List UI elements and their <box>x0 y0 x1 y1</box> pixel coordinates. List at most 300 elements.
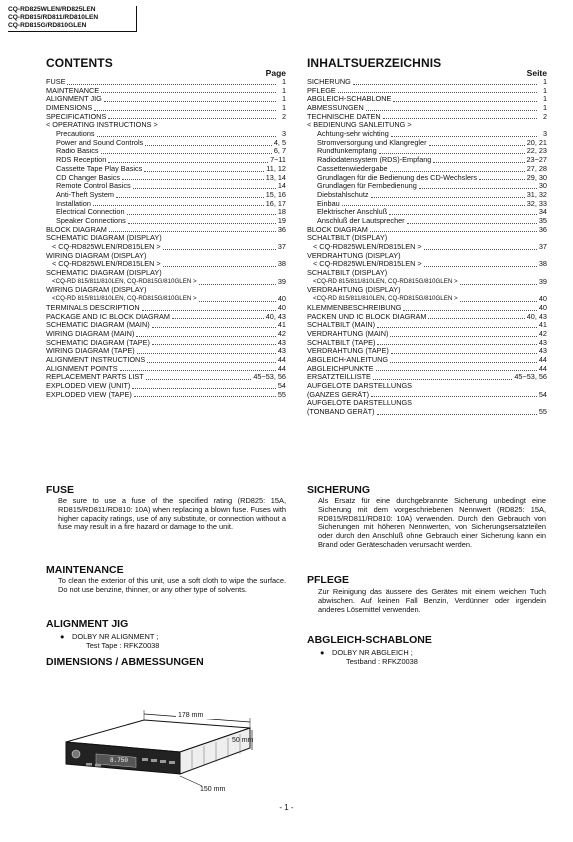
toc-page: 1 <box>281 78 286 86</box>
maintenance-text: To clean the exterior of this unit, use a soft cloth to wipe the surface. Do not use benzine, thinner, or any other type of solvents. <box>58 576 286 594</box>
d-dimension-label: 150 mm <box>200 786 226 793</box>
toc-label: VERDRAHTUNG (TAPE) <box>307 347 389 356</box>
model-line: CQ-RD815G/RD810GLEN <box>8 22 87 29</box>
toc-page: 1 <box>542 104 547 113</box>
toc-page: 34 <box>538 208 547 217</box>
toc-leader <box>164 235 276 241</box>
toc-leader <box>460 278 537 285</box>
toc-page: 44 <box>277 364 286 373</box>
toc-page: 1 <box>542 78 547 86</box>
toc-leader <box>407 217 537 224</box>
toc-page: 19 <box>277 217 286 225</box>
toc-leader <box>136 330 276 337</box>
toc-row <box>46 373 286 382</box>
w-dimension-label: 178 mm <box>178 712 204 719</box>
toc-page: 13, 14 <box>265 173 286 182</box>
toc-row <box>307 200 547 209</box>
toc-label: EXPLODED VIEW (UNIT) <box>46 382 131 391</box>
toc-page: 4, 5 <box>273 138 286 147</box>
toc-label: ALIGNMENT JIG <box>46 95 102 104</box>
toc-label: Speaker Connections <box>56 217 126 225</box>
toc-page: 40 <box>538 295 547 304</box>
toc-row <box>307 321 547 330</box>
toc-leader <box>94 104 276 111</box>
toc-row <box>46 252 286 261</box>
contents-title: CONTENTS <box>46 56 113 70</box>
toc-row <box>46 304 286 313</box>
toc-leader <box>104 95 276 102</box>
toc-leader <box>101 148 272 155</box>
model-line: CQ-RD815/RD811/RD810LEN <box>8 14 99 21</box>
toc-leader <box>389 235 537 241</box>
toc-row <box>307 87 547 96</box>
toc-leader <box>172 313 264 320</box>
alignment-jig-title: ALIGNMENT JIG <box>46 618 129 630</box>
toc-label: REPLACEMENT PARTS LIST <box>46 373 144 382</box>
toc-row <box>307 217 547 226</box>
h-dimension-label: 50 mm <box>232 737 254 744</box>
toc-row <box>307 191 547 200</box>
toc-page: 1 <box>281 86 286 95</box>
dimensions-title: DIMENSIONS / ABMESSUNGEN <box>46 656 204 668</box>
toc-leader <box>133 182 276 189</box>
toc-label: AUFGELÖTE DARSTELLUNGS <box>307 382 413 391</box>
toc-label: Stromversorgung und Klangregler <box>317 138 427 147</box>
toc-row <box>46 174 286 183</box>
toc-leader <box>391 347 537 354</box>
toc-row <box>46 347 286 356</box>
toc-label: Anti-Theft System <box>56 190 114 199</box>
toc-row <box>307 226 547 235</box>
toc-label: Precautions <box>56 130 95 139</box>
display-readout: 8.750 <box>110 757 129 764</box>
toc-leader <box>144 165 264 172</box>
toc-label: PACKEN UND IC BLOCK DIAGRAM <box>307 312 427 321</box>
toc-row <box>307 399 547 408</box>
toc-label: TERMINALS DESCRIPTION <box>46 303 140 312</box>
toc-label: AUFGELÖTE DARSTELLUNGS <box>307 399 413 408</box>
toc-leader <box>122 174 264 181</box>
toc-label: FUSE <box>46 78 66 86</box>
toc-row <box>46 217 286 226</box>
inhalt-title: INHALTSUERZEICHNIS <box>307 56 442 70</box>
toc-row <box>307 78 547 87</box>
toc-page: 1 <box>281 95 286 104</box>
toc-leader <box>160 122 276 128</box>
toc-page: 44 <box>538 356 547 364</box>
inhalt-page-label: Seite <box>526 68 547 78</box>
toc-label: ABGLEICHPUNKTE <box>307 364 374 373</box>
toc-label: Achtung-sehr wichting <box>317 130 389 139</box>
toc-label: Diebstahlschutz <box>317 190 369 199</box>
toc-label: EXPLODED VIEW (TAPE) <box>46 390 132 399</box>
toc-label: SCHEMATIC DIAGRAM (DISPLAY) <box>46 234 162 243</box>
toc-label: ALIGNMENT INSTRUCTIONS <box>46 356 146 364</box>
toc-label: < CQ-RD825WLEN/RD815LEN > <box>52 260 161 269</box>
toc-page: 42 <box>538 329 547 338</box>
toc-row <box>46 356 286 365</box>
toc-page: 1 <box>542 86 547 95</box>
toc-label: Installation <box>56 199 91 208</box>
toc-page: 27, 28 <box>526 164 547 173</box>
toc-label: SCHEMATIC DIAGRAM (TAPE) <box>46 338 150 347</box>
toc-row <box>46 208 286 217</box>
toc-page: 42 <box>277 329 286 338</box>
toc-label: SCHALTBILT (DISPLAY) <box>307 269 388 278</box>
toc-leader <box>433 156 524 163</box>
toc-row <box>307 139 547 148</box>
toc-page: 40 <box>277 303 286 312</box>
toc-row <box>307 278 547 287</box>
bullet-icon: ● <box>320 648 325 657</box>
toc-row <box>307 295 547 304</box>
toc-leader <box>403 287 537 293</box>
pflege-title: PFLEGE <box>307 574 350 586</box>
toc-leader <box>403 252 537 258</box>
toc-page: 1 <box>542 95 547 104</box>
toc-row <box>307 260 547 269</box>
abgleich-item <box>320 648 418 666</box>
toc-row <box>46 287 286 296</box>
toc-label: <CQ-RD 815/811/810LEN, CQ-RD815G/810GLEN > <box>52 295 197 303</box>
toc-row <box>307 391 547 400</box>
toc-row <box>46 78 286 87</box>
toc-leader <box>199 278 276 285</box>
toc-row <box>46 95 286 104</box>
toc-page: 11, 12 <box>266 164 286 173</box>
toc-leader <box>393 95 537 102</box>
toc-leader <box>376 365 537 372</box>
toc-page: 15, 16 <box>265 190 286 199</box>
toc-page: 32, 33 <box>526 199 547 208</box>
toc-label: KLEMMENBESCHREIBUNG <box>307 303 402 312</box>
toc-leader <box>370 226 537 233</box>
toc-page: 6, 7 <box>273 147 286 156</box>
toc-row <box>46 87 286 96</box>
toc-label: < OPERATING INSTRUCTIONS > <box>46 121 158 130</box>
toc-leader <box>137 347 276 354</box>
model-list <box>8 6 137 32</box>
toc-row <box>307 243 547 252</box>
toc-leader <box>414 122 537 128</box>
toc-page: 31, 32 <box>526 190 547 199</box>
toc-page: 29, 30 <box>526 173 547 182</box>
toc-page: 39 <box>277 277 286 286</box>
model-line: CQ-RD825WLEN/RD825LEN <box>8 6 96 13</box>
toc-row <box>46 278 286 287</box>
toc-row <box>307 182 547 191</box>
toc-row <box>307 148 547 157</box>
toc-leader <box>163 243 276 250</box>
toc-leader <box>97 130 276 137</box>
car-radio-drawing <box>52 690 272 795</box>
toc-label: SPECIFICATIONS <box>46 112 107 121</box>
toc-leader <box>127 208 276 215</box>
toc-leader <box>414 383 537 389</box>
toc-label: TECHNISCHE DATEN <box>307 112 381 121</box>
toc-leader <box>109 226 276 233</box>
alignment-jig-item-text: DOLBY NR ALIGNMENT ; <box>72 632 159 641</box>
toc-page: 43 <box>538 338 547 347</box>
toc-leader <box>414 400 537 406</box>
toc-label: (TONBAND GERÄT) <box>307 408 375 417</box>
toc-page: 45~53, 56 <box>253 373 286 382</box>
toc-leader <box>371 191 525 198</box>
abgleich-item-text: DOLBY NR ABGLEICH ; <box>332 648 413 657</box>
toc-leader <box>116 191 264 198</box>
abgleich-title: ABGLEICH-SCHABLONE <box>307 634 432 646</box>
abgleich-sub: Testband : RFKZ0038 <box>346 657 418 666</box>
toc-label: < CQ-RD825WLEN/RD815LEN > <box>52 243 161 252</box>
toc-leader <box>366 104 537 111</box>
toc-leader <box>163 260 276 267</box>
toc-label: Elektrischer Anschluß <box>317 208 388 217</box>
toc-label: Einbau <box>317 199 340 208</box>
toc-row <box>46 269 286 278</box>
toc-page: 3 <box>281 130 286 139</box>
toc-leader <box>377 339 536 346</box>
toc-row <box>307 104 547 113</box>
toc-leader <box>134 391 276 398</box>
toc-page: 14 <box>277 182 286 191</box>
toc-row <box>307 408 547 417</box>
toc-row <box>46 234 286 243</box>
toc-row <box>307 382 547 391</box>
toc-leader <box>148 287 276 293</box>
toc-leader <box>424 260 537 267</box>
toc-row <box>46 313 286 322</box>
pflege-text: Zur Reinigung das äussere des Gerätes mit einem weichen Tuch abwischen. Auf keinen Fall Benzin, Verdünner oder irgendein anderes Lösemittel verwenden. <box>318 587 546 614</box>
toc-label: SCHEMATIC DIAGRAM (DISPLAY) <box>46 269 162 278</box>
toc-leader <box>377 408 537 415</box>
toc-page: 44 <box>538 364 547 373</box>
toc-label: <CQ-RD 815/811/810LEN, CQ-RD815G/810GLEN > <box>313 295 458 303</box>
toc-row <box>46 321 286 330</box>
toc-page: 55 <box>538 408 547 417</box>
toc-leader <box>390 356 537 363</box>
toc-row <box>307 347 547 356</box>
toc-row <box>46 182 286 191</box>
toc-leader <box>373 373 512 380</box>
toc-page: 39 <box>538 277 547 286</box>
toc-leader <box>199 295 276 302</box>
toc-page: 20, 21 <box>526 138 547 147</box>
toc-label: WIRING DIAGRAM (MAIN) <box>46 329 135 338</box>
toc-leader <box>152 339 276 346</box>
toc-page: 38 <box>277 260 286 269</box>
toc-page: 54 <box>538 390 547 399</box>
toc-row <box>46 113 286 122</box>
toc-page: 36 <box>538 225 547 234</box>
toc-label: VERDRAHTUNG (MAIN) <box>307 329 389 338</box>
toc-row <box>307 130 547 139</box>
toc-label: <CQ-RD 815/811/810LEN, CQ-RD815G/810GLEN > <box>52 277 197 285</box>
toc-label: SCHALTBILT (MAIN) <box>307 321 376 330</box>
toc-row <box>46 226 286 235</box>
toc-label: Remote Control Basics <box>56 182 131 191</box>
toc-row <box>307 174 547 183</box>
toc-page: 37 <box>277 243 286 252</box>
toc-row <box>46 330 286 339</box>
fuse-title: FUSE <box>46 484 75 496</box>
toc-row <box>307 252 547 261</box>
toc-label: PFLEGE <box>307 86 336 95</box>
toc-leader <box>93 200 264 207</box>
toc-leader <box>353 78 537 85</box>
toc-row <box>46 295 286 304</box>
toc-label: ALIGNMENT POINTS <box>46 364 118 373</box>
toc-label: WIRING DIAGRAM (TAPE) <box>46 347 135 356</box>
toc-leader <box>146 373 252 380</box>
toc-row <box>307 95 547 104</box>
toc-label: DIMENSIONS <box>46 104 93 113</box>
toc-row <box>46 191 286 200</box>
toc-row <box>46 148 286 157</box>
toc-row <box>307 113 547 122</box>
toc-label: RDS Reception <box>56 156 107 165</box>
toc-row <box>307 304 547 313</box>
toc-row <box>46 243 286 252</box>
sicherung-text: Als Ersatz für eine durchgebrannte Sicherung unbedingt eine Sicherung mit dem vorgeschriebenen Nennwert (RD825: 15A, RD815/RD811/RD810: 10A) verwenden. Durch den Gebrauch von Sicherungen mit höheren Nennwerten, von Sicherungsersatzteilen oder durch den Anschluß ohne Gebrauch einer Sicherung kann ein Brand oder Geräteschaden verursacht werden. <box>318 496 546 549</box>
toc-page: 54 <box>277 382 286 391</box>
toc-row <box>307 373 547 382</box>
toc-label: Radiodatensystem (RDS)-Empfang <box>317 156 432 165</box>
toc-page: 40 <box>538 303 547 312</box>
toc-row <box>307 121 547 130</box>
toc-label: ERSATZTEILLISTE <box>307 373 371 382</box>
fuse-text: Be sure to use a fuse of the specified rating (RD825: 15A, RD815/RD811/RD810: 10A) when replacing a blown fuse. Fuses with higher capacity ratings, use of any substitute, or connection without a fuse may result in a fire hazard or damage to the unit. <box>58 496 286 532</box>
toc-row <box>307 156 547 165</box>
toc-page: 3 <box>542 130 547 139</box>
toc-label: < CQ-RD825WLEN/RD815LEN > <box>313 260 422 269</box>
contents-page-label: Page <box>265 68 286 78</box>
toc-leader <box>145 139 272 146</box>
toc-leader <box>164 270 276 276</box>
toc-leader <box>428 313 524 320</box>
toc-row <box>46 260 286 269</box>
toc-leader <box>389 270 537 276</box>
toc-page: 43 <box>277 338 286 347</box>
toc-leader <box>403 304 536 311</box>
toc-leader <box>101 87 276 94</box>
toc-label: CD Changer Basics <box>56 173 121 182</box>
toc-page: 30 <box>538 182 547 191</box>
toc-label: Cassettenwiedergabe <box>317 164 388 173</box>
toc-leader <box>142 304 276 311</box>
toc-label: (GANZES GERÄT) <box>307 390 370 399</box>
toc-leader <box>460 295 537 302</box>
toc-page: 41 <box>538 321 547 330</box>
toc-leader <box>342 200 525 207</box>
toc-row <box>46 156 286 165</box>
toc-page: 44 <box>277 356 286 364</box>
toc-label: WIRING DIAGRAM (DISPLAY) <box>46 286 147 295</box>
toc-leader <box>67 78 276 85</box>
toc-label: ABGLEICH-SCHABLONE <box>307 95 392 104</box>
toc-label: SCHEMATIC DIAGRAM (MAIN) <box>46 321 150 330</box>
toc-row <box>46 391 286 400</box>
toc-page: 37 <box>538 243 547 252</box>
sicherung-title: SICHERUNG <box>307 484 371 496</box>
toc-label: Power and Sound Controls <box>56 138 144 147</box>
toc-leader <box>120 365 276 372</box>
toc-page: 38 <box>538 260 547 269</box>
toc-row <box>307 313 547 322</box>
dimensions-figure <box>52 690 272 795</box>
toc-leader <box>389 208 537 215</box>
toc-leader <box>128 217 276 224</box>
toc-row <box>46 121 286 130</box>
toc-row <box>307 269 547 278</box>
toc-row <box>46 139 286 148</box>
alignment-jig-sub: Test Tape : RFKZ0038 <box>86 641 160 650</box>
toc-row <box>46 200 286 209</box>
toc-label: Grundlagen für die Bedienung des CD-Wechslers <box>317 173 478 182</box>
toc-page: 18 <box>277 208 286 217</box>
toc-label: < BEDIENUNG SANLEITUNG > <box>307 121 412 130</box>
toc-leader <box>147 356 276 363</box>
toc-row <box>307 365 547 374</box>
toc-page: 16, 17 <box>265 199 286 208</box>
toc-page: 45~53, 56 <box>514 373 547 382</box>
toc-page: 2 <box>542 112 547 121</box>
toc-row <box>46 165 286 174</box>
toc-row <box>46 104 286 113</box>
toc-leader <box>424 243 537 250</box>
toc-label: Radio Basics <box>56 147 99 156</box>
toc-row <box>307 234 547 243</box>
toc-row <box>46 339 286 348</box>
toc-page: 40, 43 <box>265 312 286 321</box>
toc-page: 23~27 <box>526 156 547 165</box>
toc-label: WIRING DIAGRAM (DISPLAY) <box>46 251 147 260</box>
toc-label: ABMESSUNGEN <box>307 104 364 113</box>
toc-row <box>307 330 547 339</box>
toc-leader <box>429 139 525 146</box>
toc-page: 1 <box>281 104 286 113</box>
toc-label: Rundfunkempfang <box>317 147 377 156</box>
toc-leader <box>479 174 525 181</box>
toc-label: VERDRAHTUNG (DISPLAY) <box>307 251 401 260</box>
toc-page: 36 <box>277 225 286 234</box>
toc-page: 7~11 <box>270 156 286 165</box>
toc-page: 43 <box>538 347 547 356</box>
toc-page: 35 <box>538 217 547 225</box>
toc-row <box>307 165 547 174</box>
toc-page: 40 <box>277 295 286 304</box>
toc-label: Electrical Connection <box>56 208 125 217</box>
alignment-jig-item <box>60 632 159 650</box>
contents-list <box>46 78 286 399</box>
toc-page: 22, 23 <box>526 147 547 156</box>
toc-label: SCHALTBILT (TAPE) <box>307 338 376 347</box>
toc-label: PACKAGE AND IC BLOCK DIAGRAM <box>46 312 170 321</box>
toc-page: 2 <box>281 112 286 121</box>
toc-row <box>46 365 286 374</box>
toc-row <box>307 356 547 365</box>
toc-label: ABGLEICH-ANLEITUNG <box>307 356 389 364</box>
toc-leader <box>419 182 537 189</box>
toc-leader <box>371 391 537 398</box>
maintenance-title: MAINTENANCE <box>46 564 124 576</box>
toc-leader <box>108 113 276 120</box>
toc-leader <box>377 321 537 328</box>
toc-page: 43 <box>277 347 286 356</box>
toc-leader <box>148 252 276 258</box>
toc-label: SICHERUNG <box>307 78 351 86</box>
toc-row <box>46 382 286 391</box>
toc-label: SCHALTBILT (DISPLAY) <box>307 234 388 243</box>
